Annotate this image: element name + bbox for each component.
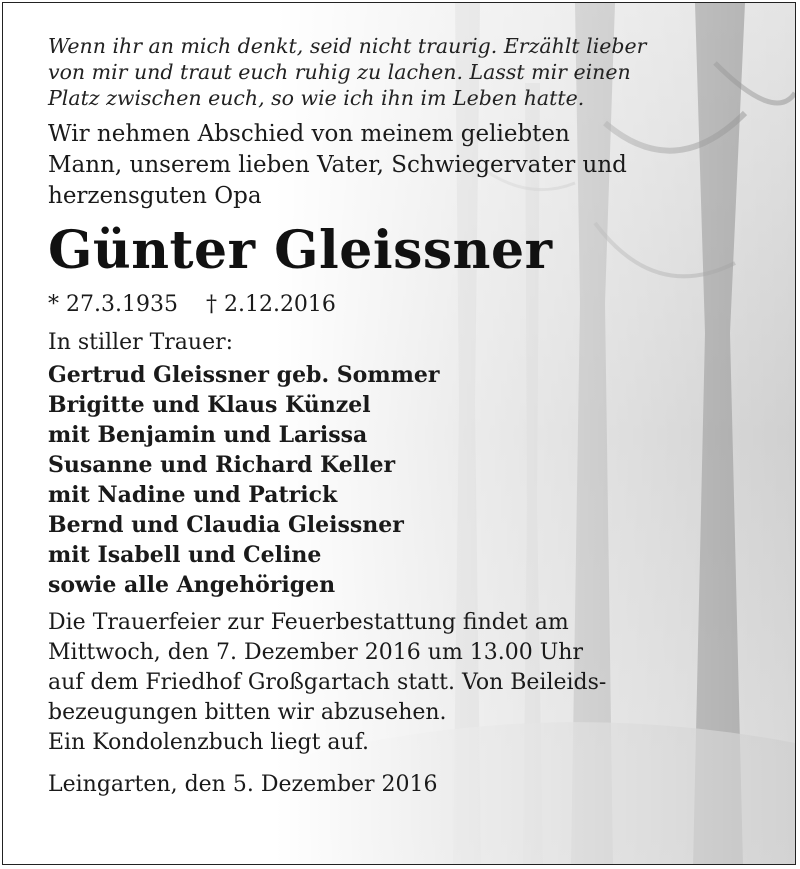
quote-line: von mir und traut euch ruhig zu lachen. Lasst mir einen xyxy=(48,60,631,84)
service-line: Die Trauerfeier zur Feuerbestattung findet am xyxy=(48,610,569,635)
memorial-quote xyxy=(48,33,698,111)
family-member: mit Nadine und Patrick xyxy=(48,482,338,508)
obituary-notice xyxy=(2,2,796,865)
intro-line: Wir nehmen Abschied von meinem geliebten xyxy=(48,121,570,147)
life-dates xyxy=(48,290,748,320)
family-member: mit Isabell und Celine xyxy=(48,542,322,568)
birth-date: * 27.3.1935 xyxy=(48,292,178,317)
quote-line: Wenn ihr an mich denkt, seid nicht traurig. Erzählt lieber xyxy=(48,34,647,58)
family-member: Brigitte und Klaus Künzel xyxy=(48,392,371,418)
death-date: † 2.12.2016 xyxy=(205,292,336,317)
service-line: auf dem Friedhof Großgartach statt. Von Beileids- xyxy=(48,670,607,695)
service-line: Ein Kondolenzbuch liegt auf. xyxy=(48,730,370,755)
quote-line: Platz zwischen euch, so wie ich ihn im Leben hatte. xyxy=(48,86,585,110)
family-member: sowie alle Angehörigen xyxy=(48,572,336,598)
deceased-name: Günter Gleissner xyxy=(48,220,553,281)
family-member: Susanne und Richard Keller xyxy=(48,452,396,478)
family-list xyxy=(48,360,748,600)
service-line: bezeugungen bitten wir abzusehen. xyxy=(48,700,447,725)
farewell-intro xyxy=(48,119,728,212)
family-member: Gertrud Gleissner geb. Sommer xyxy=(48,362,440,388)
family-member: Bernd und Claudia Gleissner xyxy=(48,512,404,538)
family-member: mit Benjamin und Larissa xyxy=(48,422,368,448)
intro-line: Mann, unserem lieben Vater, Schwiegervater und xyxy=(48,152,627,178)
intro-line: herzensguten Opa xyxy=(48,183,262,209)
place-and-date: Leingarten, den 5. Dezember 2016 xyxy=(48,772,438,797)
service-details xyxy=(48,608,688,758)
service-line: Mittwoch, den 7. Dezember 2016 um 13.00 Uhr xyxy=(48,640,583,665)
mourning-label: In stiller Trauer: xyxy=(48,330,234,355)
notice-content xyxy=(48,33,748,800)
